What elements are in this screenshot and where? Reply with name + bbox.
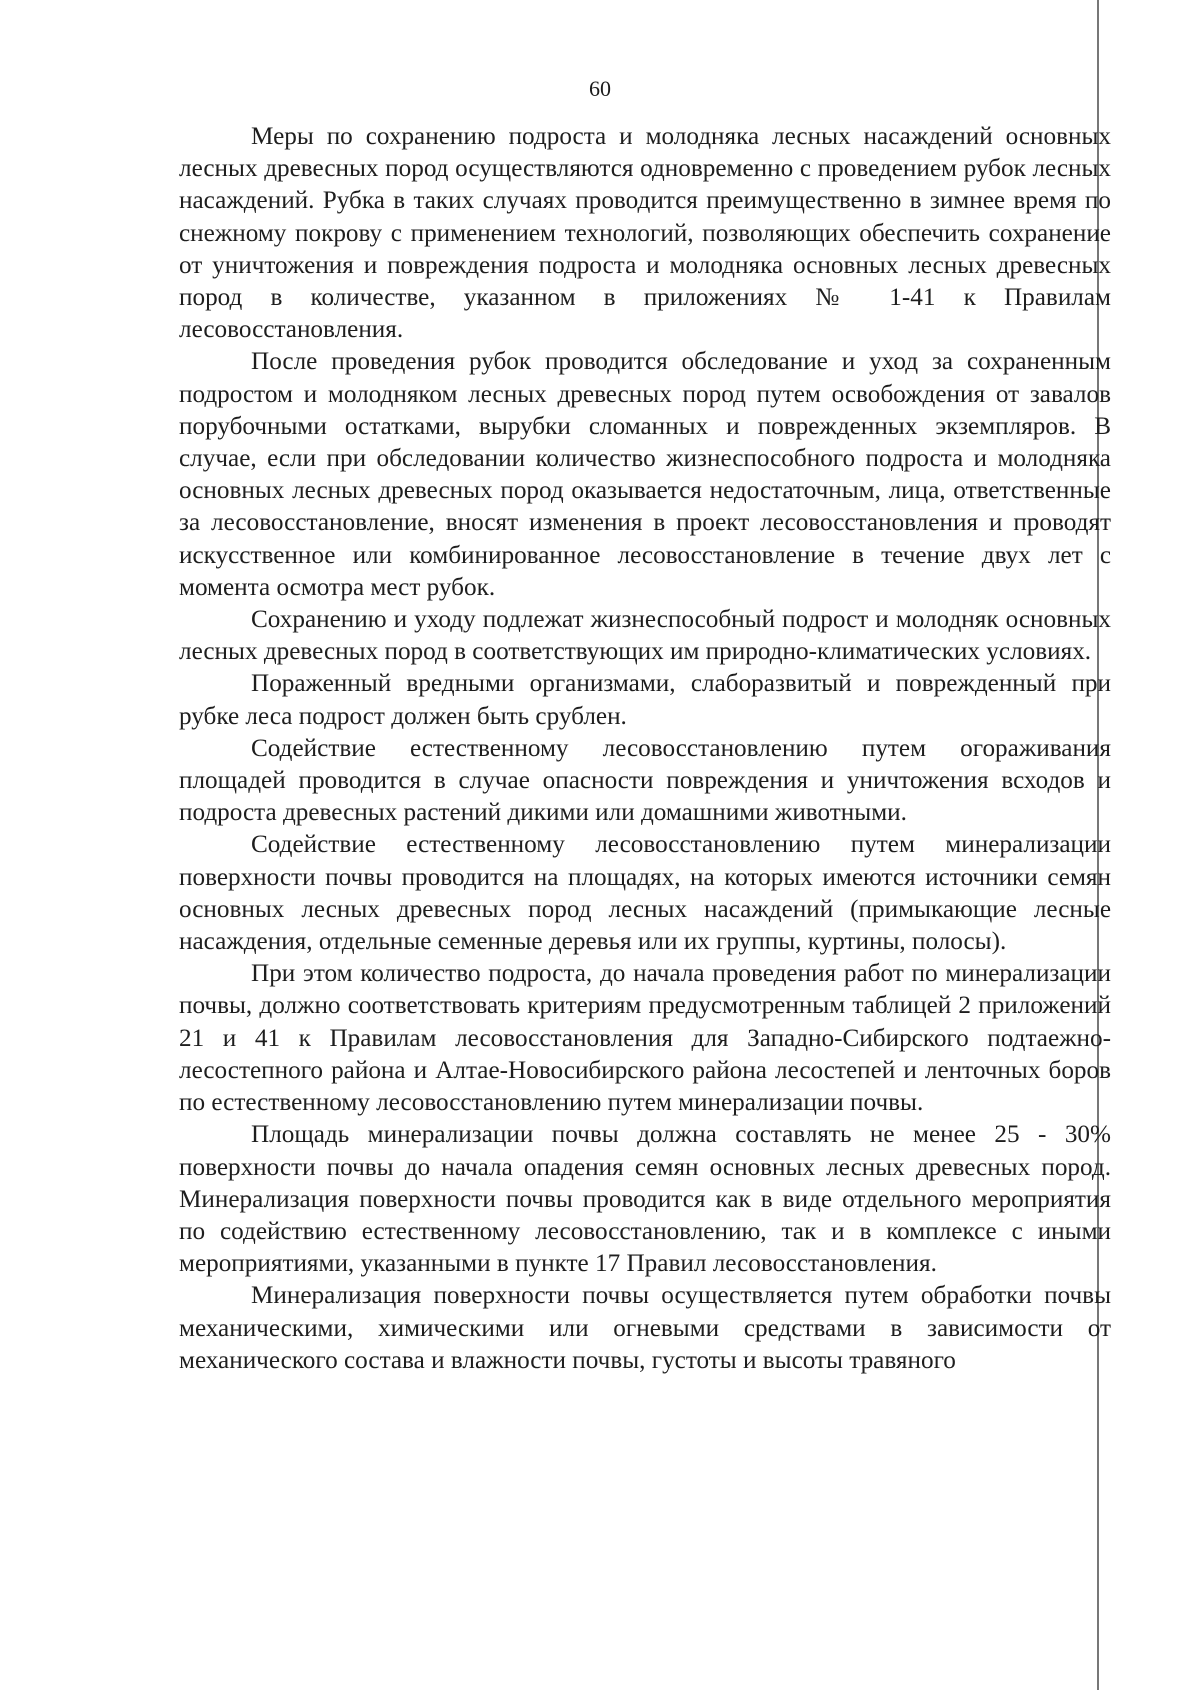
paragraph-2: После проведения рубок проводится обследование и уход за сохраненным подростом и молодняком лесных древесных пород путем освобождения от завалов порубочными остатками, вырубки сломанных и поврежденных экземпляров. В случае, если при обследовании количество жизнеспособного подроста и молодняка основных лесных древесных пород оказывается недостаточным, лица, ответственные за лесовосстановление, вносят изменения в проект лесовосстановления и проводят искусственное или комбинированное лесовосстановление в течение двух лет с момента осмотра мест рубок. bbox=[179, 348, 1111, 601]
paragraph-3: Сохранению и уходу подлежат жизнеспособный подрост и молодняк основных лесных древесных пород в соответствующих им природно-климатических условиях. bbox=[179, 606, 1111, 666]
paragraph-6: Содействие естественному лесовосстановлению путем минерализации поверхности почвы проводится на площадях, на которых имеются источники семян основных лесных древесных пород лесных насаждений (примыкающие лесные насаждения, отдельные семенные деревья или их группы, куртины, полосы). bbox=[179, 831, 1111, 956]
paragraph-7: При этом количество подроста, до начала проведения работ по минерализации почвы, должно соответствовать критериям предусмотренным таблицей 2 приложений 21 и 41 к Правилам лесовосстановления для Западно-Сибирского подтаежно- лесостепного района и Алтае-Новосибирского района лесостепей и ленточных боров по естественному лесовосстановлению путем минерализации почвы. bbox=[179, 960, 1111, 1117]
paragraph-4: Пораженный вредными организмами, слаборазвитый и поврежденный при рубке леса подрост должен быть срублен. bbox=[179, 670, 1111, 730]
body-text bbox=[179, 121, 1111, 1377]
paragraph-1: Меры по сохранению подроста и молодняка лесных насаждений основных лесных древесных пород осуществляются одновременно с проведением рубок лесных насаждений. Рубка в таких случаях проводится преимущественно в зимнее время по снежному покрову с применением технологий, позволяющих обеспечить сохранение от уничтожения и повреждения подроста и молодняка основных лесных древесных пород в количестве, указанном в приложениях № 1-41 к Правилам лесовосстановления. bbox=[179, 123, 1111, 344]
paragraph-8: Площадь минерализации почвы должна составлять не менее 25 - 30% поверхности почвы до начала опадения семян основных лесных древесных пород. Минерализация поверхности почвы проводится как в виде отдельного мероприятия по содействию естественному лесовосстановлению, так и в комплексе с иными мероприятиями, указанными в пункте 17 Правил лесовосстановления. bbox=[179, 1121, 1111, 1278]
paragraph-5: Содействие естественному лесовосстановлению путем огораживания площадей проводится в случае опасности повреждения и уничтожения всходов и подроста древесных растений дикими или домашними животными. bbox=[179, 734, 1111, 827]
page-number: 60 bbox=[589, 76, 611, 101]
paragraph-9: Минерализация поверхности почвы осуществляется путем обработки почвы механическими, химическими или огневыми средствами в зависимости от механического состава и влажности почвы, густоты и высоты травяного bbox=[179, 1282, 1111, 1374]
